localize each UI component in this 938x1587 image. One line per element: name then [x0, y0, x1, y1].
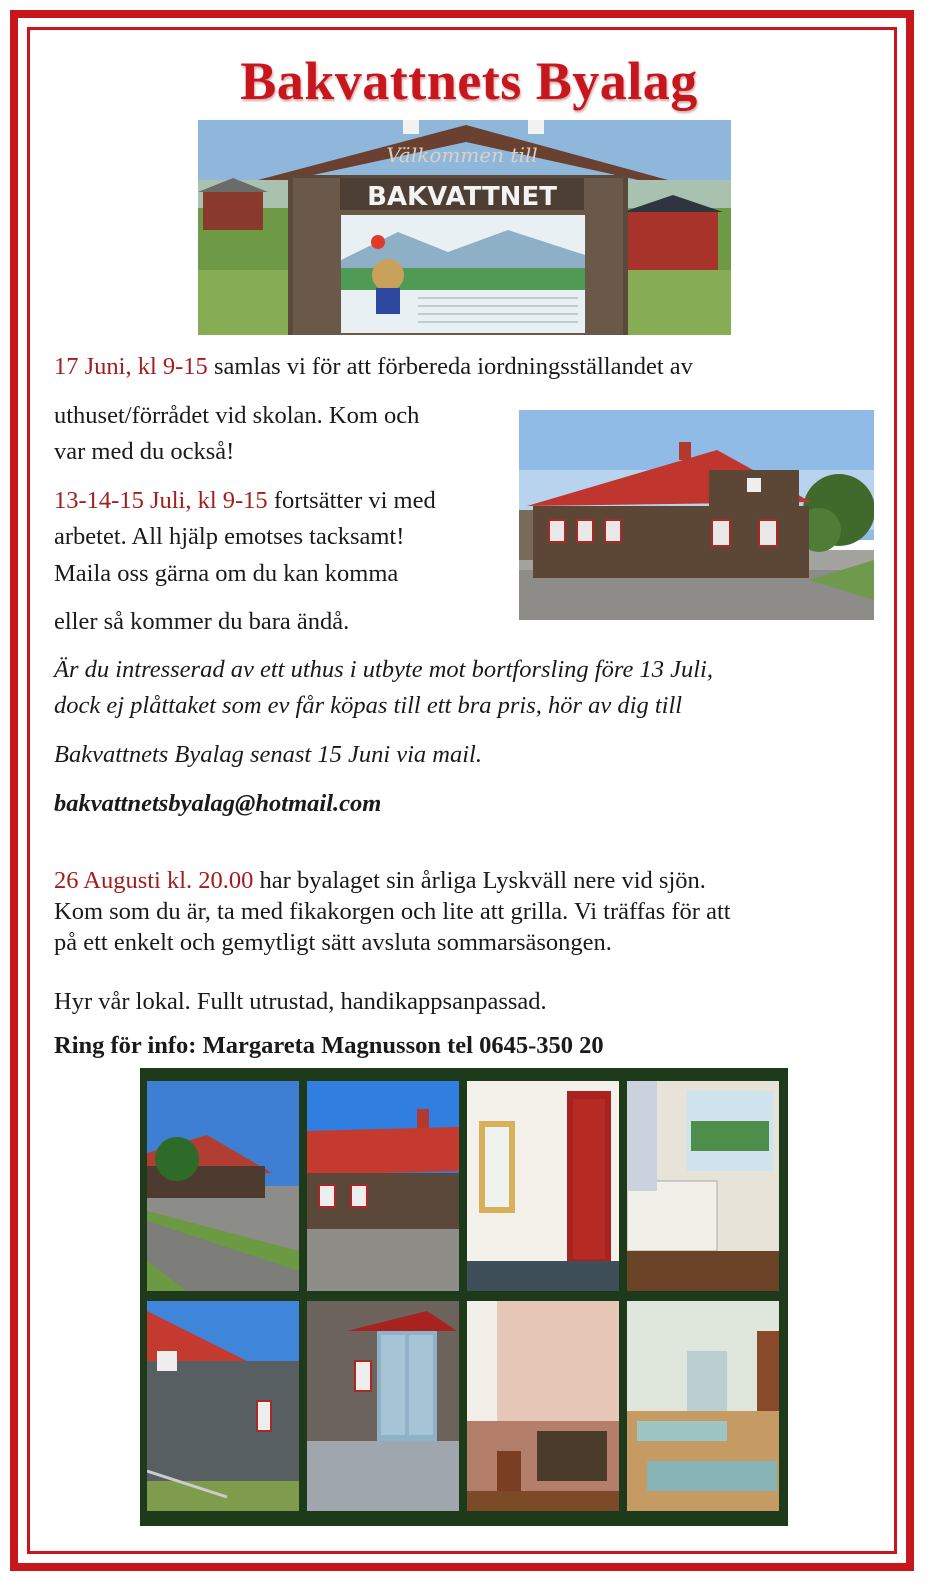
- paragraph-1-line-2: uthuset/förrådet vid skolan. Kom och: [54, 402, 420, 429]
- paragraph-2-line-1: [54, 486, 436, 515]
- sign-script-text: Välkommen till: [386, 143, 538, 167]
- offer-line-1: Är du intresserad av ett uthus i utbyte mot bortforsling före 13 Juli,: [54, 656, 713, 683]
- contact-info: Ring för info: Margareta Magnusson tel 0645-350 20: [54, 1032, 604, 1059]
- paragraph-2-line-3: Maila oss gärna om du kan komma: [54, 560, 399, 587]
- paragraph-1-line-1: [54, 352, 693, 381]
- paragraph-2-line-2: arbetet. All hjälp emotses tacksamt!: [54, 523, 405, 550]
- collage-photo-entrance: [307, 1301, 459, 1511]
- offer-line-3: Bakvattnets Byalag senast 15 Juni via mail.: [54, 741, 482, 768]
- collage-photo-house-front: [307, 1081, 459, 1291]
- offer-line-2: dock ej plåttaket som ev får köpas till ett bra pris, hör av dig till: [54, 692, 683, 719]
- paragraph-2-line-4: eller så kommer du bara ändå.: [54, 608, 350, 635]
- collage-photo-house-road: [147, 1081, 299, 1291]
- date-july-13-15: 13-14-15 Juli, kl 9-15: [54, 487, 268, 514]
- paragraph-1-line-3: var med du också!: [54, 438, 235, 465]
- collage-photo-dining-hall: [627, 1301, 779, 1511]
- collage-photo-house-ramp: [147, 1301, 299, 1511]
- email-address[interactable]: bakvattnetsbyalag@hotmail.com: [54, 790, 382, 817]
- collage-photo-kitchen: [627, 1081, 779, 1291]
- event-line-3: på ett enkelt och gemytligt sätt avsluta sommarsäsongen.: [54, 929, 612, 956]
- page-title: Bakvattnets Byalag: [240, 51, 698, 111]
- collage-photo-hallway-door: [467, 1081, 619, 1291]
- event-line-2: Kom som du är, ta med fikakorgen och lite att grilla. Vi träffas för att: [54, 898, 731, 925]
- date-august-26: 26 Augusti kl. 20.00: [54, 867, 254, 894]
- welcome-sign-photo: [198, 120, 731, 335]
- paragraph-1-text: samlas vi för att förbereda iordningsställandet av: [207, 353, 693, 380]
- paragraph-2-text: fortsätter vi med: [267, 487, 436, 514]
- rent-text: Hyr vår lokal. Fullt utrustad, handikappsanpassad.: [54, 988, 547, 1015]
- event-text: har byalaget sin årliga Lyskväll nere vid sjön.: [253, 867, 706, 894]
- event-line-1: [54, 866, 706, 895]
- collage-photo-sitting-room: [467, 1301, 619, 1511]
- photo-collage: [140, 1068, 788, 1526]
- house-photo: [519, 410, 874, 620]
- date-june-17: 17 Juni, kl 9-15: [54, 353, 208, 380]
- sign-name-text: BAKVATTNET: [367, 182, 557, 212]
